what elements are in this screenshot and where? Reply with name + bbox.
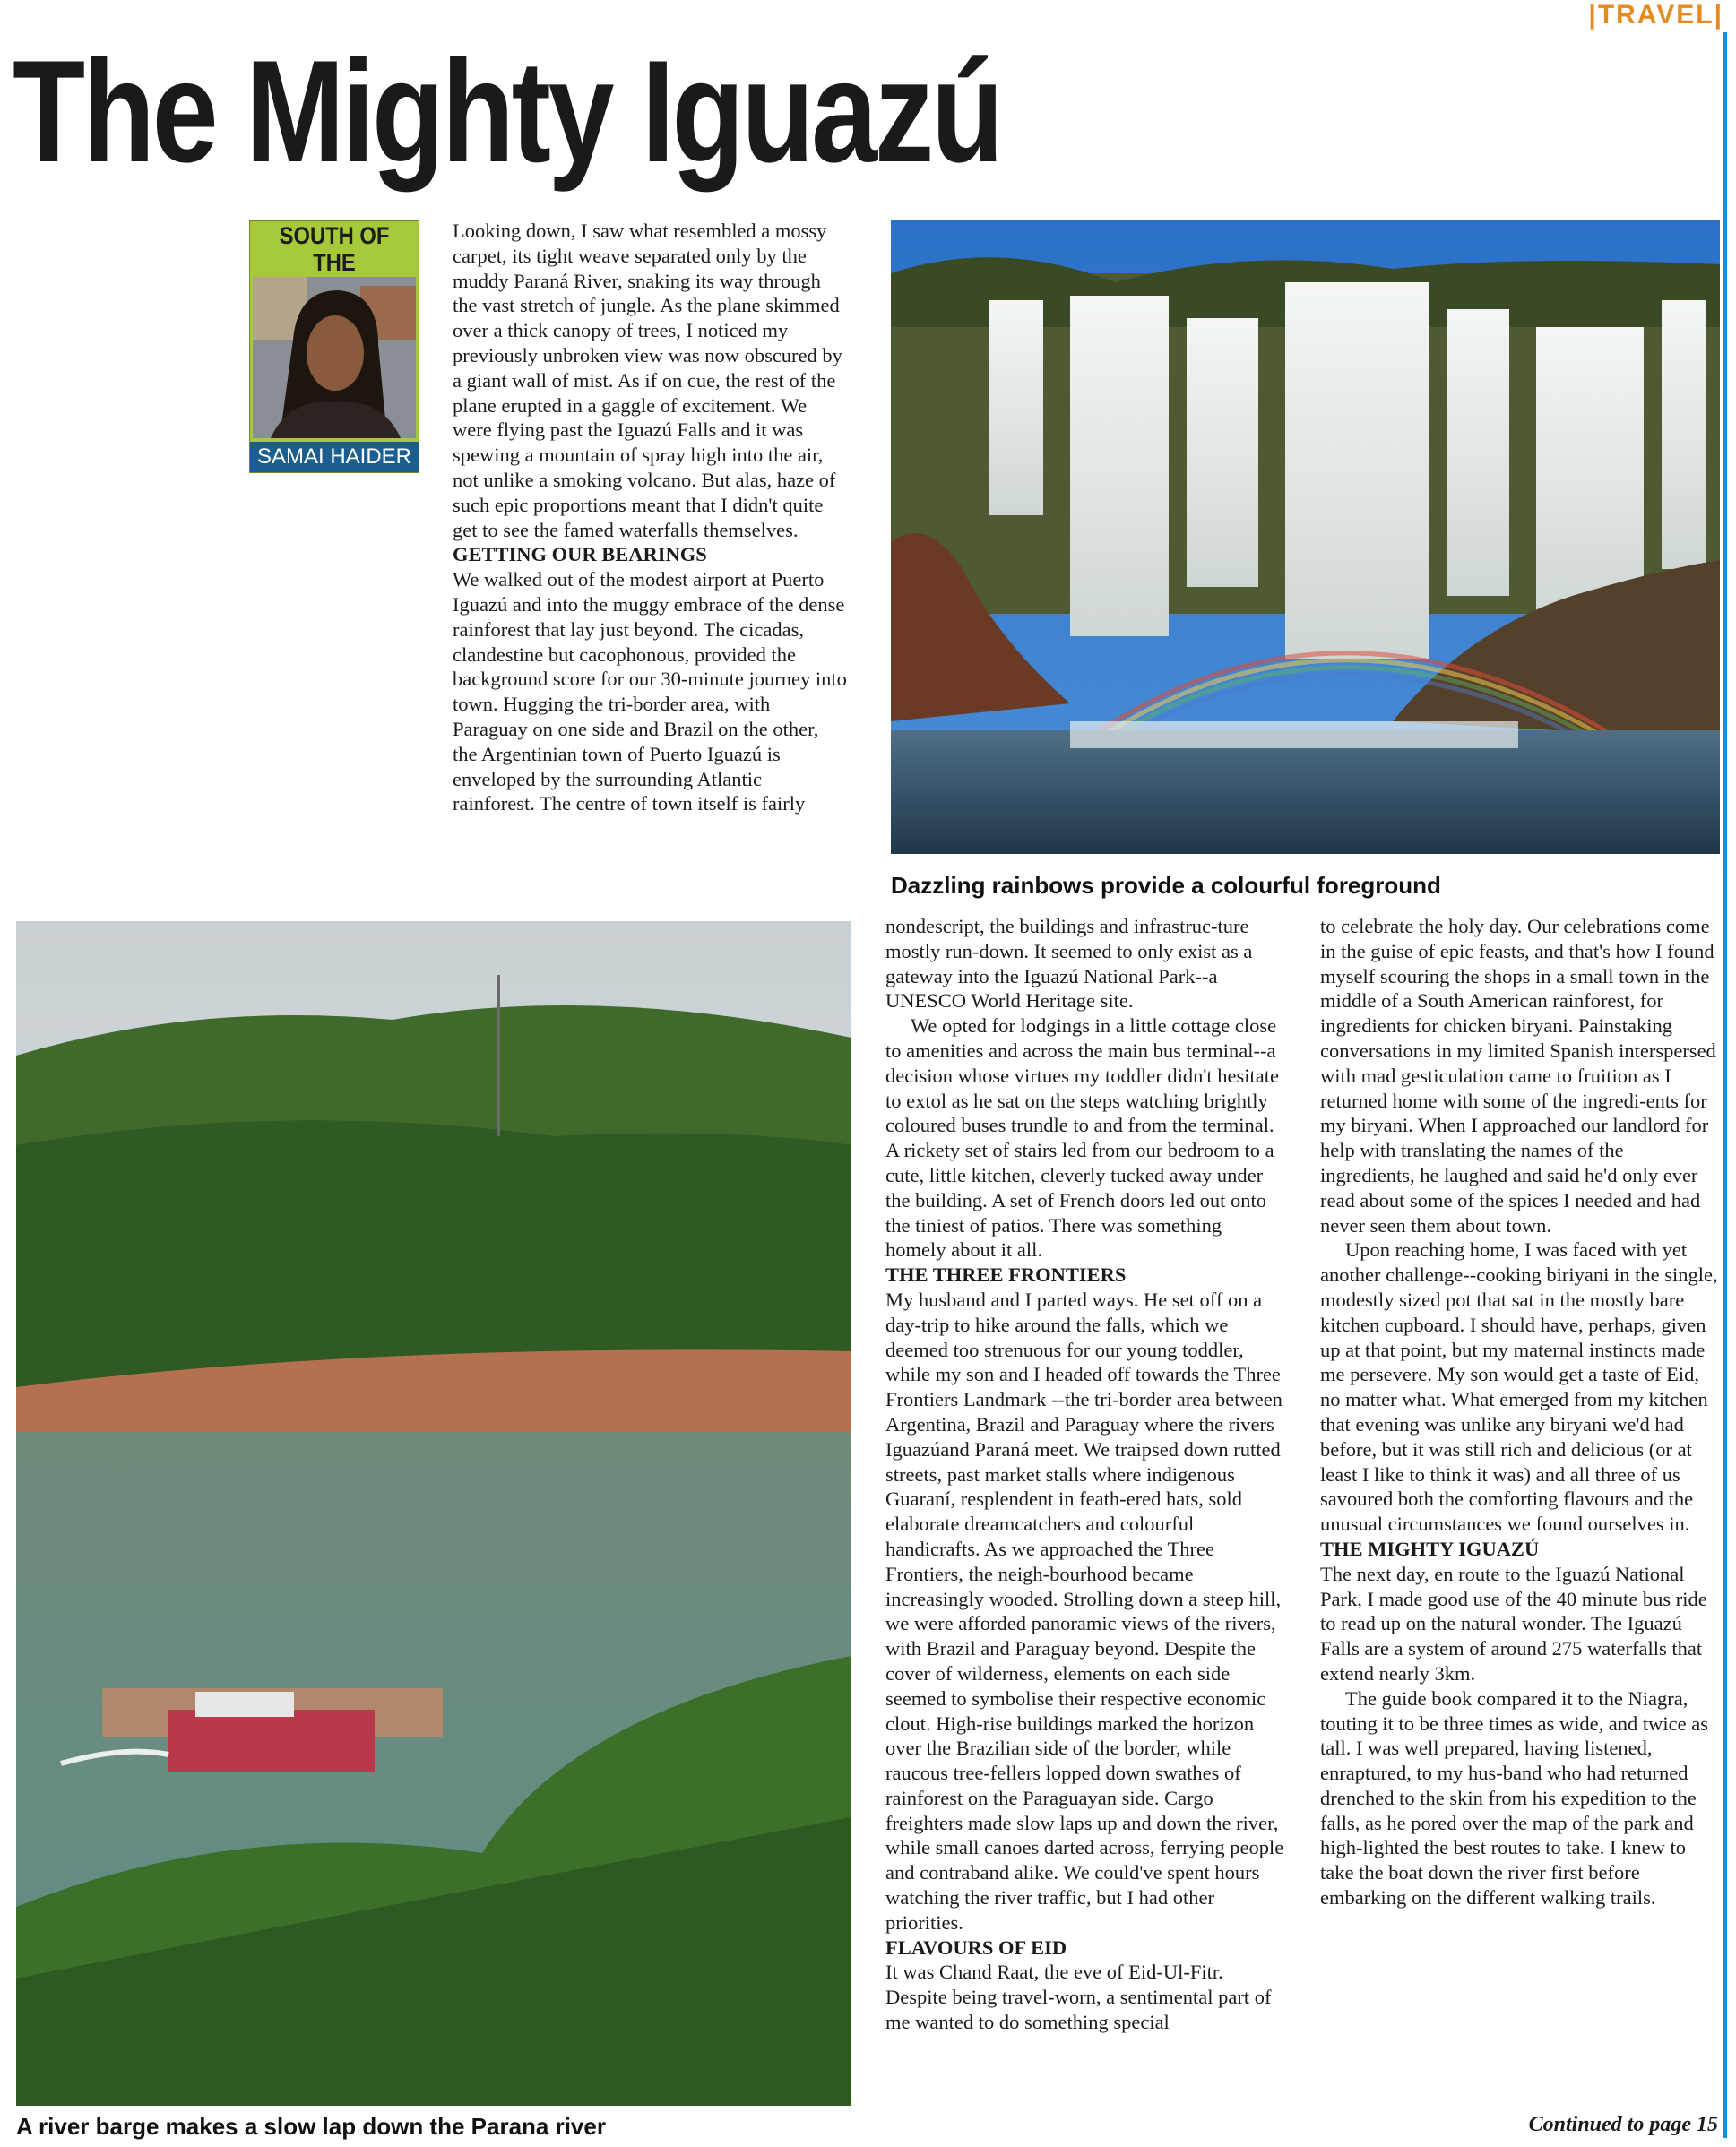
waterfall-photo-image [891, 220, 1720, 854]
middle-column [885, 914, 1285, 2035]
page-edge-rule [1723, 32, 1727, 2138]
section-label-text: TRAVEL [1597, 0, 1714, 30]
intro-column [453, 219, 847, 816]
middle-paragraph-2: We opted for lodgings in a little cottage close to amenities and across the main bus terminal--a decision whose virtues my toddler didn't hesitate to extol as he sat on the steps watching brightly coloured buses trundle to and from the terminal. A rickety set of stairs led from our bedroom to a cute, little kitchen, cleverly tucked away under the building. A set of French doors led out onto the tiniest of patios. There was something homely about it all. [885, 1014, 1279, 1262]
columnist-box [249, 220, 419, 473]
river-photo [16, 921, 851, 2106]
bearings-paragraph: We walked out of the modest airport at Puerto Iguazú and into the muggy embrace of the dense rainforest that lay just beyond. The cicadas, clandestine but cacophonous, provided the background score for our 30-minute journey into town. Hugging the tri-border area, with Paraguay on one side and Brazil on the other, the Argentinian town of Puerto Iguazú is enveloped by the surrounding Atlantic rainforest. The centre of town itself is fairly [453, 568, 847, 815]
column-title-line1: SOUTH OF [279, 222, 390, 249]
author-portrait [253, 277, 416, 438]
waterfall-photo [891, 220, 1720, 854]
author-name: SAMAI HAIDER [250, 442, 419, 472]
middle-paragraph-3: My husband and I parted ways. He set off on a day-trip to hike around the falls, which we deemed too strenuous for our young toddler, while my son and I headed off towards the Three Frontiers Landmark --the tri-border area between Argentina, Brazil and Paraguay where the rivers Iguazúand Paraná meet. We traipsed down rutted streets, past market stalls where indigenous Guaraní, resplendent in feath-ered hats, sold elaborate dreamcatchers and colourful handicrafts. As we approached the Three Frontiers, the neigh-bourhood became increasingly wooded. Strolling down a steep hill, we were afforded panoramic views of the rivers, with Brazil and Paraguay beyond. Despite the cover of wilderness, elements on each side seemed to symbolise their respective economic clout. High-rise buildings marked the horizon over the Brazilian side of the border, while raucous tree-fellers lopped down swathes of rainforest on the Paraguayan side. Cargo freighters made slow laps up and down the river, while small canoes darted across, ferrying people and contraband alike. We could've spent hours watching the river traffic, but I had other priorities. [885, 1288, 1284, 1934]
headline: The Mighty Iguazú [13, 30, 1001, 193]
right-paragraph-1: to celebrate the holy day. Our celebrations come in the guise of epic feasts, and that's how I found myself scouring the shops in a small town in the middle of a South American rainforest, for ingredients for chicken biryani. Painstaking conversations in my limited Spanish interspersed with mad gesticulation came to fruition as I returned home with some of the ingredi-ents for my biryani. When I approached our landlord for help with translating the names of the ingredients, he laughed and said he'd only ever read about some of the spices I needed and had never seen them about town. [1320, 915, 1716, 1237]
right-paragraph-4: The guide book compared it to the Niagra, touting it to be three times as wide, and twice as tall. I was well prepared, having listened, enraptured, to my hus-band who had returned drenched to the skin from his expedition to the falls, as he pored over the map of the park and high-lighted the best routes to take. I knew to take the boat down the river first before embarking on the different walking trails. [1320, 1686, 1709, 1910]
right-column [1320, 914, 1722, 1910]
continued-note: Continued to page 15 [1528, 2113, 1718, 2136]
river-photo-image [16, 921, 851, 2106]
subhead-flavours-of-eid: FLAVOURS OF EID [885, 1936, 1067, 1959]
river-photo-caption: A river barge makes a slow lap down the Parana river [16, 2113, 606, 2140]
subhead-the-mighty-iguazu: THE MIGHTY IGUAZÚ [1320, 1537, 1540, 1560]
section-label: |TRAVEL| [1588, 0, 1723, 30]
subhead-three-frontiers: THE THREE FRONTIERS [885, 1263, 1127, 1287]
right-paragraph-2: Upon reaching home, I was faced with yet another challenge--cooking biriyani in the single, modestly sized pot that sat in the mostly bare kitchen cupboard. I should have, perhaps, given up at that point, but my maternal instincts made me persevere. My son would get a taste of Eid, no matter what. What emerged from my kitchen that evening was unlike any biryani we'd had before, but it was still rich and delicious (or at least I like to think it was) and all three of us savoured both the comforting flavours and the unusual circumstances we found ourselves in. [1320, 1238, 1718, 1536]
intro-paragraph: Looking down, I saw what resembled a mossy carpet, its tight weave separated only by the muddy Paraná River, snaking its way through the vast stretch of jungle. As the plane skimmed over a thick canopy of trees, I noticed my previously unbroken view was now obscured by a giant wall of mist. As if on cue, the rest of the plane erupted in a gaggle of excitement. We were flying past the Iguazú Falls and it was spewing a mountain of spray high into the air, not unlike a smoking volcano. But alas, haze of such epic proportions meant that I didn't quite get to see the famed waterfalls themselves. [453, 220, 842, 541]
middle-paragraph-4: It was Chand Raat, the eve of Eid-Ul-Fitr. Despite being travel-worn, a sentimental part of me wanted to do something special [885, 1961, 1272, 2034]
subhead-getting-our-bearings: GETTING OUR BEARINGS [453, 543, 707, 566]
waterfall-photo-caption: Dazzling rainbows provide a colourful foreground [891, 872, 1441, 899]
middle-paragraph-1: nondescript, the buildings and infrastruc-ture mostly run-down. It seemed to only exist as a gateway into the Iguazú National Park--a UNESCO World Heritage site. [885, 915, 1253, 1013]
right-paragraph-3: The next day, en route to the Iguazú National Park, I made good use of the 40 minute bus ride to read up on the natural wonder. The Iguazú Falls are a system of around 275 waterfalls that extend nearly 3km. [1320, 1562, 1707, 1685]
author-portrait-image [253, 277, 416, 438]
column-title-line2: THE [313, 249, 356, 276]
